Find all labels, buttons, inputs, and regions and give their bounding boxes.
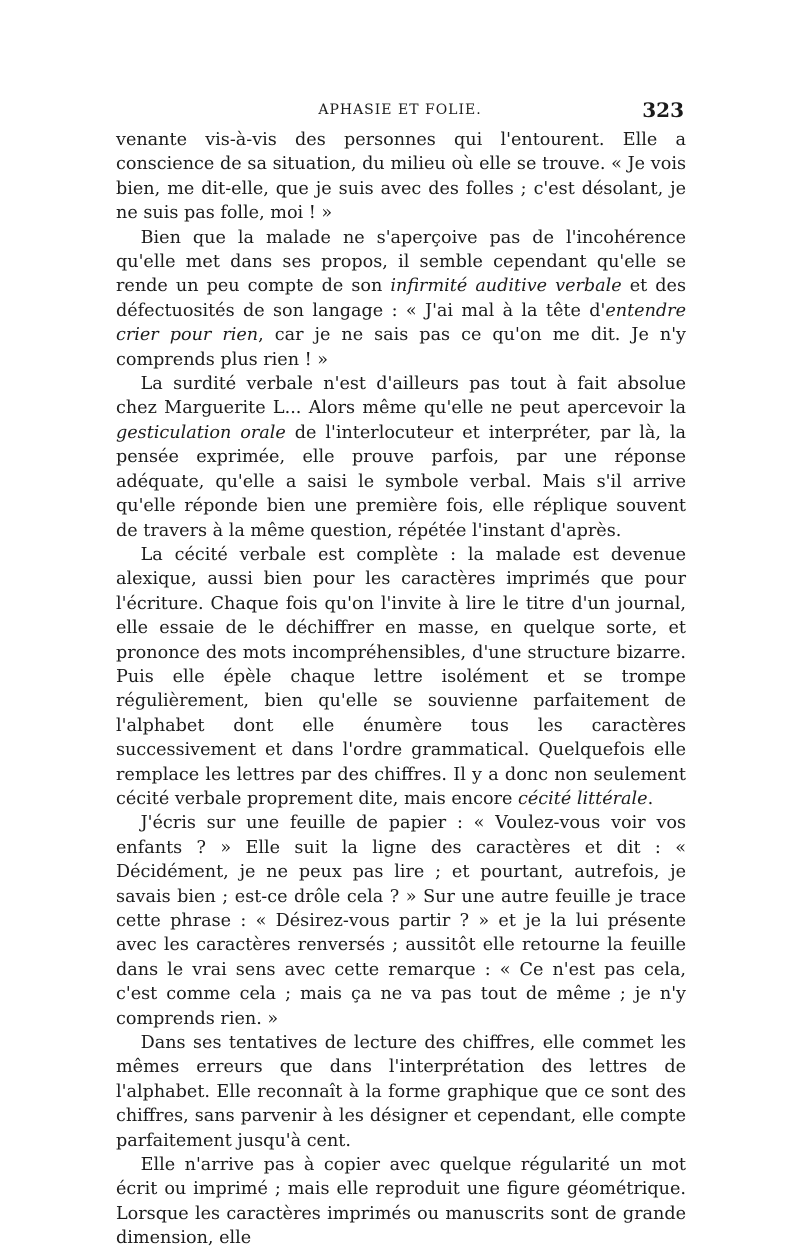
italic-text: gesticulation orale <box>116 422 286 443</box>
paragraph <box>116 128 686 226</box>
text-run: . <box>647 788 654 809</box>
running-head <box>116 98 684 126</box>
text-run: La cécité verbale est complète : la malade est devenue alexique, aussi bien pour les caractères imprimés que pour l'écriture. Chaque fois qu'on l'invite à lire le titre d'un journal, elle essaie de le déchiffrer en masse, en quelque sorte, et prononce des mots incompréhensibles, d'une structure bizarre. Puis elle épèle chaque lettre isolément et se trompe régulièrement, bien qu'elle se souvienne parfaitement de l'alphabet dont elle énumère tous les caractères successivement et dans l'ordre grammatical. Quelquefois elle remplace les lettres par des chiffres. Il y a donc non seulement cécité verbale proprement dite, mais encore <box>116 544 686 809</box>
paragraph <box>116 543 686 811</box>
page-number: 323 <box>642 98 684 122</box>
text-run: et des défectuosités de son langage : « J'ai mal à la tête d' <box>116 276 686 321</box>
text-run: La surdité verbale n'est d'ailleurs pas tout à fait absolue chez Marguerite L... Alors même qu'elle ne peut apercevoir la <box>116 374 686 419</box>
paragraph <box>116 372 686 543</box>
italic-text: cécité littérale <box>518 788 648 809</box>
paragraph <box>116 1031 686 1153</box>
text-run: , car je ne sais pas ce qu'on me dit. Je n'y comprends plus rien ! » <box>116 325 686 370</box>
running-title: APHASIE ET FOLIE. <box>318 102 482 118</box>
text-run: Bien que la malade ne s'aperçoive pas de l'incohérence qu'elle met dans ses propos, il semble cependant qu'elle se rende un peu compte de son <box>116 227 686 297</box>
paragraph <box>116 226 686 372</box>
text-run: Elle n'arrive pas à copier avec quelque régularité un mot écrit ou imprimé ; mais elle reproduit une figure géométrique. Lorsque les caractères imprimés ou manuscrits sont de grande dimension, elle <box>116 1155 686 1249</box>
italic-text: entendre crier pour rien <box>116 300 686 346</box>
text-run: J'écris sur une feuille de papier : « Voulez-vous voir vos enfants ? » Elle suit la ligne des caractères et dit : « Décidément, je ne peux pas lire ; et pourtant, autrefois, je savais bien ; est-ce drôle cela ? » Sur une autre feuille je trace cette phrase : « Désirez-vous partir ? » et je la lui présente avec les caractères renversés ; aussitôt elle retourne la feuille dans le vrai sens avec cette remarque : « Ce n'est pas cela, c'est comme cela ; mais ça ne va pas tout de même ; je n'y comprends rien. » <box>116 813 686 1029</box>
text-run: de l'interlocuteur et interpréter, par là, la pensée exprimée, elle prouve parfois, par une réponse adéquate, qu'elle a saisi le symbole verbal. Mais s'il arrive qu'elle réponde bien une première fois, elle réplique souvent de travers à la même question, répétée l'instant d'après. <box>116 422 687 541</box>
text-run: Dans ses tentatives de lecture des chiffres, elle commet les mêmes erreurs que dans l'interprétation des lettres de l'alphabet. Elle reconnaît à la forme graphique que ce sont des chiffres, sans parvenir à les désigner et cependant, elle compte parfaitement jusqu'à cent. <box>116 1033 686 1151</box>
paragraph <box>116 811 686 1031</box>
text-run: venante vis-à-vis des personnes qui l'entourent. Elle a conscience de sa situation, du milieu où elle se trouve. « Je vois bien, me dit-elle, que je suis avec des folles ; c'est désolant, je ne suis pas folle, moi ! » <box>116 130 686 224</box>
italic-text: infirmité auditive verbale <box>390 276 622 297</box>
paragraph <box>116 1153 686 1251</box>
body-text <box>116 128 686 1251</box>
